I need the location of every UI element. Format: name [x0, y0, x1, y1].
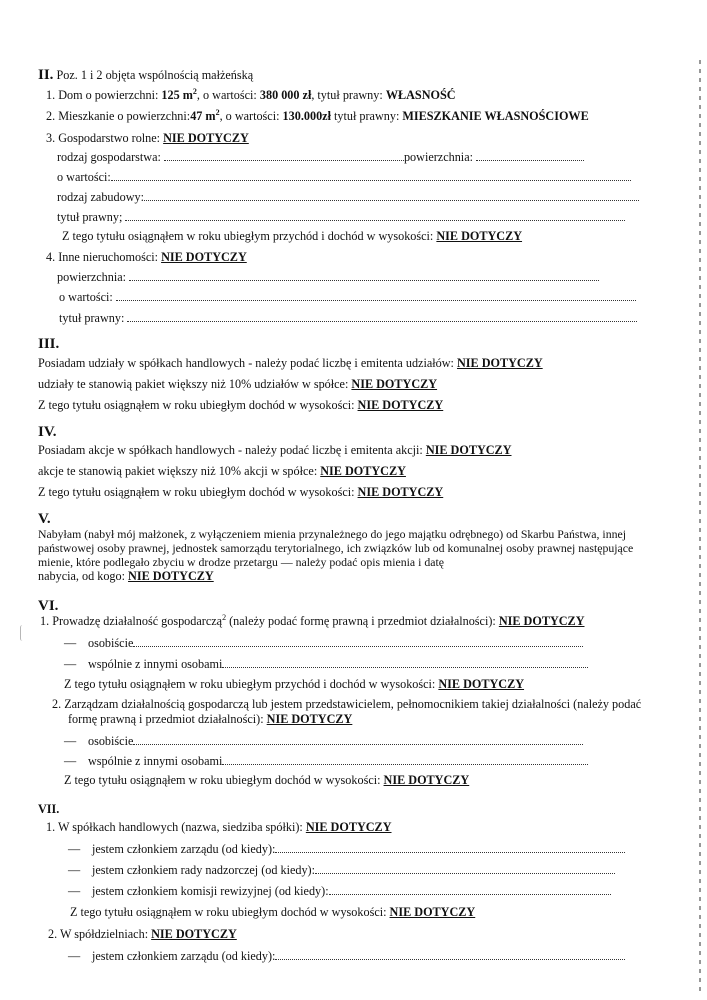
shares-label: Posiadam udziały w spółkach handlowych - należy podać liczbę i emitenta udziałów: [38, 356, 457, 370]
management-income-line [64, 773, 469, 787]
companies-income-value: NIE DOTYCZY [389, 905, 476, 919]
audit-label: jestem członkiem komisji rewizyjnej (od kiedy): [92, 884, 329, 898]
income-label: Z tego tytułu osiągnąłem w roku ubiegłym przychód i dochód w wysokości: [64, 677, 439, 691]
farm-type-label: rodzaj gospodarstwa: [57, 150, 164, 164]
footnote-2: 2 [222, 612, 227, 622]
stocks-income-line [38, 485, 443, 499]
coop-board-line [68, 949, 625, 963]
flat-line [46, 109, 589, 123]
house-area: 125 m [161, 88, 193, 102]
flat-title: MIESZKANIE WŁASNOŚCIOWE [402, 109, 589, 123]
business-label-b: (należy podać formę prawną i przedmiot działalności): [226, 614, 499, 628]
house-line [46, 88, 456, 102]
acquired-value: NIE DOTYCZY [128, 569, 214, 583]
jointly-label: wspólnie z innymi osobami [88, 657, 223, 671]
personally-label: osobiście [88, 636, 134, 650]
house-label: 1. Dom o powierzchni: [46, 88, 162, 102]
stocks-package-label: akcje te stanowią pakiet większy niż 10% akcji w spółce: [38, 464, 321, 478]
flat-label: 2. Mieszkanie o powierzchni: [46, 109, 191, 123]
management-line-2 [68, 712, 352, 726]
acquired-from-label: nabycia, od kogo: [38, 569, 129, 583]
business-income-value: NIE DOTYCZY [438, 677, 525, 691]
other-value-line [59, 290, 636, 304]
dash: — [68, 884, 81, 898]
board-label: jestem członkiem zarządu (od kiedy): [92, 842, 276, 856]
shares-income-value: NIE DOTYCZY [357, 398, 444, 412]
personally-field [133, 735, 583, 745]
section-5-text-4 [38, 569, 214, 583]
shares-package-value: NIE DOTYCZY [351, 377, 438, 391]
management-value: NIE DOTYCZY [266, 712, 353, 726]
farm-line [46, 131, 249, 145]
section-5-text-2: państwowej osoby prawnej, jednostek samorządu terytorialnego, ich związków lub od komunalnej osoby prawnej następujące [38, 541, 634, 555]
business-label: 1. Prowadzę działalność gospodarczą [40, 614, 223, 628]
value-label: o wartości: [57, 170, 111, 184]
farm-label: 3. Gospodarstwo rolne: [46, 131, 164, 145]
companies-label: 1. W spółkach handlowych (nazwa, siedziba spółki): [46, 820, 306, 834]
farm-buildings-line [57, 190, 639, 204]
value-label: o wartości: [59, 290, 116, 304]
audit-line [68, 884, 611, 898]
stocks-income-value: NIE DOTYCZY [357, 485, 444, 499]
dash: — [68, 949, 81, 963]
dash: — [64, 754, 77, 768]
jointly-label: wspólnie z innymi osobami [88, 754, 223, 768]
farm-area-field [476, 151, 584, 161]
other-property-label: 4. Inne nieruchomości: [46, 250, 162, 264]
other-area-line [57, 270, 599, 284]
section-7-number: VII. [38, 802, 60, 816]
sup-2: 2 [215, 107, 220, 117]
farm-income-value: NIE DOTYCZY [436, 229, 523, 243]
section-6-number: VI. [38, 598, 59, 614]
buildings-label: rodzaj zabudowy: [57, 190, 144, 204]
other-title-line [59, 311, 637, 325]
shares-value: NIE DOTYCZY [456, 356, 543, 370]
house-title: WŁASNOŚĆ [385, 88, 456, 102]
shares-income-line [38, 398, 443, 412]
supervisory-field [315, 864, 615, 874]
companies-value: NIE DOTYCZY [305, 820, 392, 834]
personally-label: osobiście [88, 734, 134, 748]
section-4-number: IV. [38, 424, 57, 440]
flat-area: 47 m [190, 109, 216, 123]
title-label: tytuł prawny: [59, 311, 128, 325]
board-line [68, 842, 625, 856]
other-property-line [46, 250, 247, 264]
companies-income-line [70, 905, 475, 919]
income-label: Z tego tytułu osiągnąłem w roku ubiegłym przychód i dochód w wysokości: [62, 229, 437, 243]
margin-mark [20, 625, 25, 641]
farm-title-field [125, 211, 625, 221]
companies-line [46, 820, 392, 834]
jointly-field [222, 658, 588, 668]
coop-board-label: jestem członkiem zarządu (od kiedy): [92, 949, 276, 963]
scan-edge [699, 60, 701, 995]
board-field [275, 843, 625, 853]
business-line [40, 614, 585, 628]
shares-package-line [38, 377, 437, 391]
title-label: , tytuł prawny: [311, 88, 386, 102]
shares-package-label: udziały te stanowią pakiet większy niż 10% udziałów w spółce: [38, 377, 352, 391]
management-line-1: 2. Zarządzam działalnością gospodarczą lub jestem przedstawicielem, pełnomocnikiem takiej działalności (należy podać [52, 697, 642, 711]
farm-title-line [57, 210, 625, 224]
farm-buildings-field [144, 191, 639, 201]
other-title-field [127, 312, 637, 322]
supervisory-label: jestem członkiem rady nadzorczej (od kiedy): [92, 863, 316, 877]
farm-value-line [57, 170, 631, 184]
farm-income-line [62, 229, 522, 243]
management-jointly-line [64, 754, 588, 768]
stocks-package-line [38, 464, 406, 478]
section-2-heading [38, 68, 253, 82]
dash: — [64, 636, 77, 650]
business-personally-line [64, 636, 583, 650]
stocks-line [38, 443, 512, 457]
value-label: , o wartości: [219, 109, 283, 123]
farm-type-field [164, 151, 404, 161]
area-label: powierzchnia: [403, 150, 477, 164]
supervisory-line [68, 863, 615, 877]
section-2-number: II. [38, 67, 54, 83]
dash: — [68, 842, 81, 856]
management-personally-line [64, 734, 583, 748]
dash: — [68, 863, 81, 877]
flat-value: 130.000zł [282, 109, 331, 123]
stocks-package-value: NIE DOTYCZY [320, 464, 406, 478]
stocks-value: NIE DOTYCZY [425, 443, 512, 457]
cooperatives-value: NIE DOTYCZY [151, 927, 237, 941]
other-property-value: NIE DOTYCZY [161, 250, 247, 264]
title-label: tytuł prawny; [57, 210, 126, 224]
personally-field [133, 637, 583, 647]
section-5-text-1: Nabyłam (nabył mój małżonek, z wyłączeniem mienia przynależnego do jego majątku odrębnego) od Skarbu Państwa, innej [38, 527, 627, 541]
section-5-text-3: mienie, które podlegało zbyciu w drodze przetargu — należy podać opis mienia i datę [38, 555, 444, 569]
income-label: Z tego tytułu osiągnąłem w roku ubiegłym dochód w wysokości: [64, 773, 384, 787]
other-value-field [116, 291, 636, 301]
management-income-value: NIE DOTYCZY [383, 773, 470, 787]
income-label: Z tego tytułu osiągnąłem w roku ubiegłym dochód w wysokości: [38, 485, 358, 499]
section-3-number: III. [38, 336, 60, 352]
other-area-field [129, 271, 599, 281]
cooperatives-line [48, 927, 237, 941]
house-value: 380 000 zł [259, 88, 312, 102]
coop-board-field [275, 950, 625, 960]
farm-type-line [57, 150, 584, 164]
farm-value-field [111, 171, 631, 181]
management-label: formę prawną i przedmiot działalności): [68, 712, 267, 726]
business-jointly-line [64, 657, 588, 671]
audit-field [329, 885, 611, 895]
cooperatives-label: 2. W spółdzielniach: [48, 927, 152, 941]
jointly-field [222, 755, 588, 765]
farm-value: NIE DOTYCZY [163, 131, 249, 145]
business-income-line [64, 677, 524, 691]
sup-2: 2 [192, 86, 197, 96]
income-label: Z tego tytułu osiągnąłem w roku ubiegłym dochód w wysokości: [70, 905, 390, 919]
title-label: tytuł prawny: [330, 109, 403, 123]
section-2-title: Poz. 1 i 2 objęta wspólnością małżeńską [56, 68, 254, 82]
stocks-label: Posiadam akcje w spółkach handlowych - należy podać liczbę i emitenta akcji: [38, 443, 426, 457]
shares-line [38, 356, 543, 370]
section-5-number: V. [38, 511, 51, 527]
business-value: NIE DOTYCZY [498, 614, 585, 628]
value-label: , o wartości: [196, 88, 260, 102]
dash: — [64, 657, 77, 671]
income-label: Z tego tytułu osiągnąłem w roku ubiegłym dochód w wysokości: [38, 398, 358, 412]
dash: — [64, 734, 77, 748]
area-label: powierzchnia: [57, 270, 130, 284]
